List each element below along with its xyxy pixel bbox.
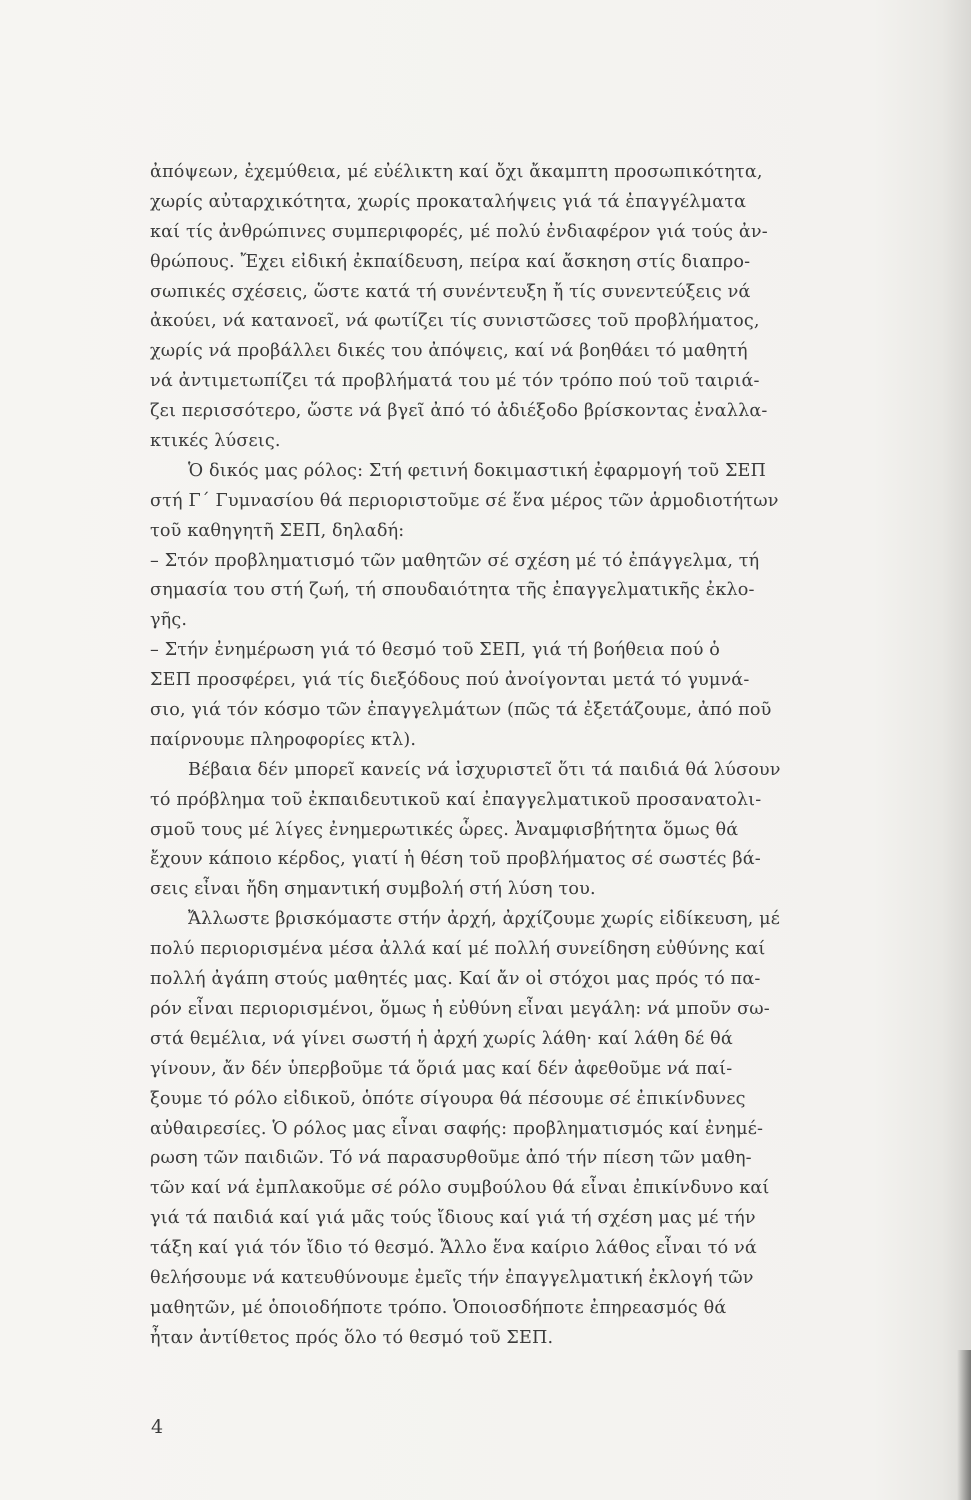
text-line: τῶν καί νά ἐμπλακοῦμε σέ ρόλο συμβούλου θά εἶναι ἐπικίνδυνο καί [150, 1178, 770, 1199]
text-line: ἔχουν κάποιο κέρδος, γιατί ἡ θέση τοῦ προβλήματος σέ σωστές βά- [150, 849, 761, 870]
text-line: τάξη καί γιά τόν ἴδιο τό θεσμό. Ἄλλο ἕνα καίριο λάθος εἶναι τό νά [150, 1238, 757, 1259]
text-line: Ἄλλωστε βρισκόμαστε στήν ἀρχή, ἀρχίζουμε χωρίς εἰδίκευση, μέ [188, 909, 781, 930]
text-line: ἀπόψεων, ἐχεμύθεια, μέ εὐέλικτη καί ὄχι ἄκαμπτη προσωπικότητα, [150, 162, 763, 182]
text-line: ἀκούει, νά κατανοεῖ, νά φωτίζει τίς συνιστῶσες τοῦ προβλήματος, [150, 311, 760, 332]
page-number: 4 [151, 1416, 164, 1438]
text-line: γῆς. [150, 610, 188, 631]
text-line: πολύ περιορισμένα μέσα ἀλλά καί μέ πολλή συνείδηση εὐθύνης καί [150, 939, 766, 960]
text-line: κτικές λύσεις. [150, 431, 281, 452]
text-line: – Στόν προβληματισμό τῶν μαθητῶν σέ σχέση μέ τό ἐπάγγελμα, τή [150, 550, 760, 571]
text-line: πολλή ἀγάπη στούς μαθητές μας. Καί ἄν οἱ στόχοι μας πρός τό πα- [150, 969, 761, 990]
text-line: στή Γ΄ Γυμνασίου θά περιοριστοῦμε σέ ἕνα μέρος τῶν ἁρμοδιοτήτων [150, 490, 779, 511]
text-line: σεις εἶναι ἤδη σημαντική συμβολή στή λύση του. [150, 879, 596, 900]
text-line: Βέβαια δέν μπορεῖ κανείς νά ἰσχυριστεῖ ὅτι τά παιδιά θά λύσουν [188, 759, 781, 780]
text-line: ΣΕΠ προσφέρει, γιά τίς διεξόδους πού ἀνοίγονται μετά τό γυμνά- [150, 670, 750, 691]
body-text [150, 158, 868, 1354]
text-line: τό πρόβλημα τοῦ ἐκπαιδευτικοῦ καί ἐπαγγελματικοῦ προσανατολι- [150, 789, 762, 810]
text-line: παίρνουμε πληροφορίες κτλ). [150, 729, 417, 750]
text-line: σημασία του στή ζωή, τή σπουδαιότητα τῆς ἐπαγγελματικῆς ἐκλο- [150, 580, 755, 601]
text-line: ἦταν ἀντίθετος πρός ὅλο τό θεσμό τοῦ ΣΕΠ. [150, 1327, 554, 1348]
text-line: γίνουν, ἄν δέν ὑπερβοῦμε τά ὅριά μας καί δέν ἀφεθοῦμε νά παί- [150, 1058, 733, 1079]
text-line: γιά τά παιδιά καί γιά μᾶς τούς ἴδιους καί γιά τή σχέση μας μέ τήν [150, 1208, 756, 1229]
text-line: ρωση τῶν παιδιῶν. Τό νά παρασυρθοῦμε ἀπό τήν πίεση τῶν μαθη- [150, 1148, 752, 1169]
text-line: νά ἀντιμετωπίζει τά προβλήματά του μέ τόν τρόπο πού τοῦ ταιριά- [150, 371, 760, 392]
text-line: ρόν εἶναι περιορισμένοι, ὅμως ἡ εὐθύνη εἶναι μεγάλη: νά μποῦν σω- [150, 998, 770, 1019]
text-line: ξουμε τό ρόλο εἰδικοῦ, ὁπότε σίγουρα θά πέσουμε σέ ἐπικίνδυνες [150, 1088, 746, 1109]
text-line: σιο, γιά τόν κόσμο τῶν ἐπαγγελμάτων (πῶς τά ἐξετάζουμε, ἀπό ποῦ [150, 700, 772, 721]
text-line: σμοῦ τους μέ λίγες ἐνημερωτικές ὧρες. Ἀναμφισβήτητα ὅμως θά [150, 819, 739, 840]
text-line: χωρίς νά προβάλλει δικές του ἀπόψεις, καί νά βοηθάει τό μαθητή [150, 341, 748, 362]
text-line: αὐθαιρεσίες. Ὁ ρόλος μας εἶναι σαφής: προβληματισμός καί ἐνημέ- [150, 1118, 764, 1139]
text-line: θελήσουμε νά κατευθύνουμε ἐμεῖς τήν ἐπαγγελματική ἐκλογή τῶν [150, 1267, 754, 1288]
text-line: θρώπους. Ἔχει εἰδική ἐκπαίδευση, πείρα καί ἄσκηση στίς διαπρο- [150, 251, 751, 272]
text-line: χωρίς αὐταρχικότητα, χωρίς προκαταλήψεις γιά τά ἐπαγγέλματα [150, 191, 747, 212]
text-line: σωπικές σχέσεις, ὥστε κατά τή συνέντευξη ἤ τίς συνεντεύξεις νά [150, 281, 751, 302]
text-line: – Στήν ἐνημέρωση γιά τό θεσμό τοῦ ΣΕΠ, γιά τή βοήθεια πού ὁ [150, 640, 721, 661]
text-line: Ὁ δικός μας ρόλος: Στή φετινή δοκιμαστική ἐφαρμογή τοῦ ΣΕΠ [188, 460, 767, 481]
text-line: ζει περισσότερο, ὥστε νά βγεῖ ἀπό τό ἀδιέξοδο βρίσκοντας ἐναλλα- [150, 401, 768, 422]
page-edge-shadow [957, 1350, 971, 1500]
text-line: τοῦ καθηγητῆ ΣΕΠ, δηλαδή: [150, 520, 405, 541]
text-line: μαθητῶν, μέ ὁποιοδήποτε τρόπο. Ὁποιοσδήποτε ἐπηρεασμός θά [150, 1297, 727, 1318]
text-line: στά θεμέλια, νά γίνει σωστή ἡ ἀρχή χωρίς λάθη· καί λάθη δέ θά [150, 1028, 733, 1049]
text-line: καί τίς ἀνθρώπινες συμπεριφορές, μέ πολύ ἐνδιαφέρον γιά τούς ἀν- [150, 221, 768, 242]
